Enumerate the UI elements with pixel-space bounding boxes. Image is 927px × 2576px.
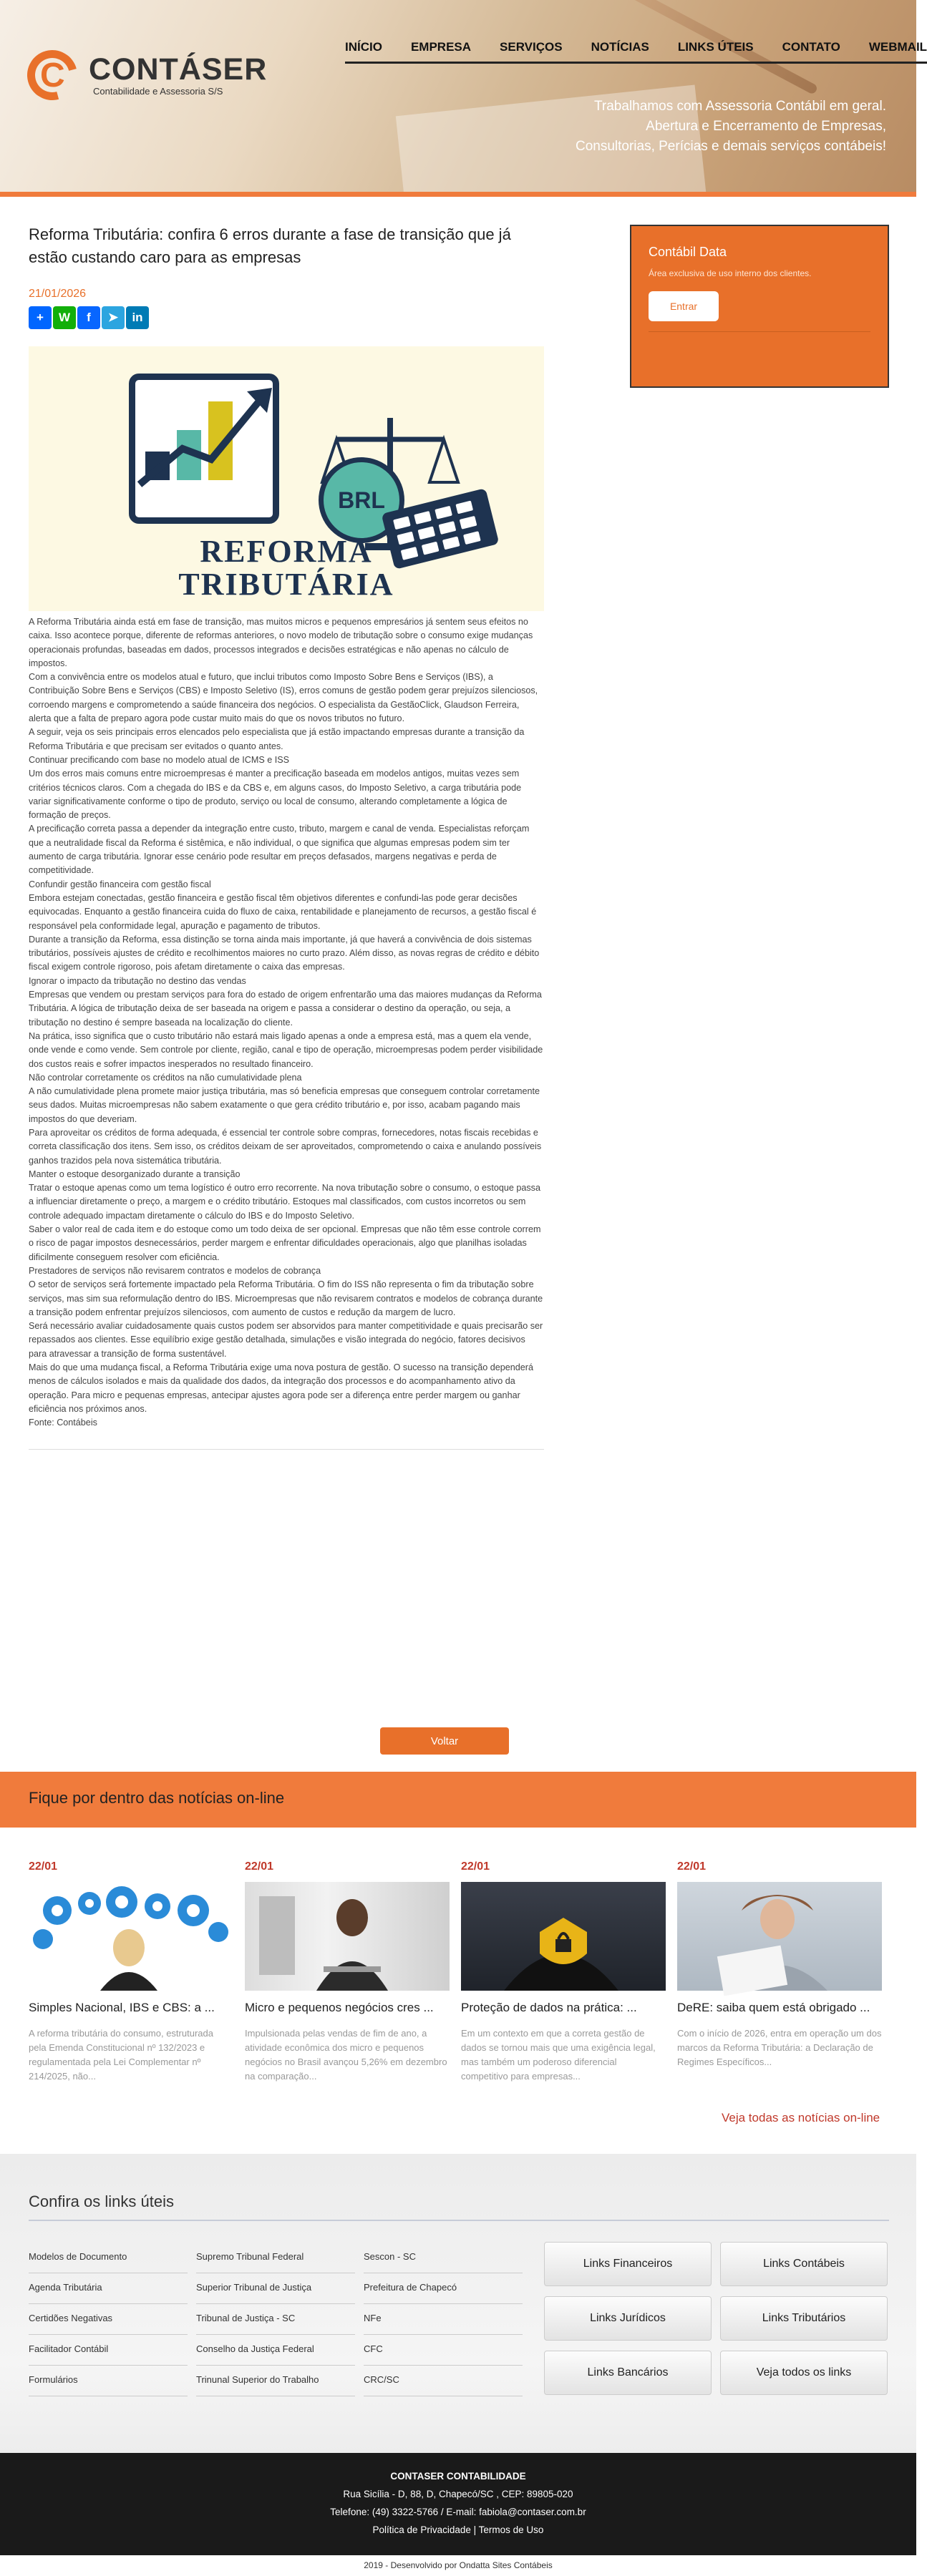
privacy-link[interactable]: Política de Privacidade [372,2524,471,2535]
article-paragraph: Empresas que vendem ou prestam serviços para fora do estado de origem enfrentarão uma das maiores mudanças da Reforma Tributária. A lógica de tributação deixa de ser baseada na origem e passa a considerar o destino da operação, ou seja, a tributação no destino é sempre baseada na localização do cliente. [29,990,542,1028]
link-item[interactable]: Modelos de Documento [29,2243,188,2273]
client-area-box [630,225,889,388]
news-excerpt: Em um contexto em que a correta gestão de dados se tornou mais que uma exigência legal, mas também um poderoso diferencial competitivo para empresas... [461,2028,656,2082]
brand-subtitle: Contabilidade e Assessoria S/S [93,85,223,97]
share-buttons [29,306,544,329]
article [29,223,544,1450]
useful-links-title: Confira os links úteis [29,2192,174,2210]
facebook-share-icon[interactable]: f [77,306,100,329]
developer-credit: 2019 - Desenvolvido por Ondatta Sites Contábeis [364,2560,553,2570]
article-paragraph: Saber o valor real de cada item e do estoque como um todo deixa de ser opcional. Empresas que não têm esse controle correm o risco de pagar impostos desnecessários, perder margem e enfrentar dificuldades operacionais, algo que planilhas isoladas dificilmente conseguem resolver com eficiência. [29,1224,541,1262]
footer-legal [0,2521,916,2539]
client-area-title: Contábil Data [649,245,727,259]
news-card[interactable] [245,1860,450,2084]
article-paragraph: A precificação correta passa a depender da integração entre custo, tributo, margem e canal de venda. Especialistas reforçam que a neutralidade fiscal da Reforma é sistêmica, e não individual, o que significa que algumas empresas podem sim ter aumento de carga tributária. Ignorar esse cenário pode resultar em preços defasados, margens negativas e perda de competitividade. [29,824,530,876]
article-title: Reforma Tributária: confira 6 erros durante a fase de transição que já estão custando caro para as empresas [29,225,511,266]
news-card[interactable] [29,1860,233,2084]
login-button[interactable]: Entrar [649,291,719,321]
linkedin-share-icon[interactable]: in [126,306,149,329]
news-image-data-protection[interactable] [461,1882,666,1991]
link-item[interactable]: Certidões Negativas [29,2304,188,2335]
article-banner-image [29,346,544,611]
nav-empresa[interactable]: EMPRESA [410,40,472,54]
article-paragraph: A seguir, veja os seis principais erros elencados pelo especialista que já estão impactando empresas durante a transição da Reforma Tributária e que precisam ser evitados o quanto antes. [29,727,525,751]
news-card[interactable] [461,1860,666,2084]
news-excerpt: Com o início de 2026, entra em operação um dos marcos da Reforma Tributária: a Declaração de Regimes Específicos... [677,2028,882,2067]
nav-inicio[interactable]: INÍCIO [345,40,382,54]
news-image-gears[interactable] [29,1882,233,1991]
whatsapp-share-icon[interactable]: W [53,306,76,329]
site-footer [0,2453,916,2555]
article-paragraph: Um dos erros mais comuns entre microempresas é manter a precificação baseada em modelos antigos, muitas vezes sem critérios técnicos claros. Com a chegada do IBS e da CBS e, em alguns casos, do Imposto Seletivo, a carga tributária pode variar significativamente conforme o tipo de produto, serviço ou local de consumo, alterando completamente a lógica de formação de preços. [29,769,522,821]
article-paragraph: Continuar precificando com base no modelo atual de ICMS e ISS [29,754,290,765]
footer-address: Rua Sicília - D, 88, D, Chapecó/SC , CEP: 89805-020 [343,2489,573,2499]
link-item[interactable]: Facilitador Contábil [29,2335,188,2366]
article-paragraph: Para aproveitar os créditos de forma adequada, é essencial ter controle sobre compras, fornecedores, notas fiscais recebidas e correta classificação dos itens. Sem isso, os créditos deixam de ser aproveitados, comprometendo o caixa e anulando possíveis ganhos trazidos pela nova sistemática tributária. [29,1127,542,1166]
chart-document-icon [129,374,279,524]
terms-link[interactable]: Termos de Uso [478,2524,544,2535]
nav-links-uteis[interactable]: LINKS ÚTEIS [677,40,754,54]
links-juridicos-button[interactable]: Links Jurídicos [544,2296,712,2341]
link-item[interactable]: CRC/SC [364,2366,523,2396]
article-date: 21/01/2026 [29,288,87,300]
nav-noticias[interactable]: NOTÍCIAS [591,40,649,54]
nav-contato[interactable]: CONTATO [782,40,840,54]
hero-tagline: Trabalhamos com Assessoria Contábil em geral. Abertura e Encerramento de Empresas, Consultorias, Perícias e demais serviços contábeis! [575,99,886,154]
article-paragraph: Ignorar o impacto da tributação no destino das vendas [29,975,246,986]
back-button[interactable]: Voltar [380,1727,509,1755]
banner-title-2: TRIBUTÁRIA [178,567,394,602]
article-body [29,615,544,1430]
news-band [0,1772,916,1828]
footer-separator: | [473,2524,477,2535]
nav-servicos[interactable]: SERVIÇOS [500,40,563,54]
footer-company: CONTASER CONTABILIDADE [390,2471,526,2482]
link-item[interactable]: Superior Tribunal de Justiça [196,2273,355,2304]
article-paragraph: Será necessário avaliar cuidadosamente quais custos podem ser absorvidos para manter competitividade e quais precisarão ser repassados aos clientes. Esse equilíbrio exige gestão detalhada, simulações e visão integrada do negócio, fatores decisivos para atravessar a transição de forma sustentável. [29,1321,543,1359]
currency-badge-icon: BRL [319,457,404,543]
links-column [364,2243,523,2396]
news-date: 22/01 [245,1860,274,1873]
link-item[interactable]: NFe [364,2304,523,2335]
news-title[interactable]: Proteção de dados na prática: ... [461,2001,637,2014]
links-column [29,2243,188,2396]
all-links-button[interactable]: Veja todos os links [720,2351,888,2395]
news-date: 22/01 [677,1860,707,1873]
news-image-document[interactable] [677,1882,882,1991]
news-excerpt: Impulsionada pelas vendas de fim de ano, a atividade econômica dos micro e pequenos negócios no Brasil avançou 5,26% em dezembro na comparação... [245,2028,447,2082]
links-contabeis-button[interactable]: Links Contábeis [720,2242,888,2286]
link-item[interactable]: Trinunal Superior do Trabalho [196,2366,355,2396]
brand-name: CONTÁSER [89,52,268,87]
telegram-share-icon[interactable]: ➤ [102,306,125,329]
share-plus-share-icon[interactable]: + [29,306,52,329]
article-paragraph: O setor de serviços será fortemente impactado pela Reforma Tributária. O fim do ISS não representa o fim da tributação sobre serviços, mas sim sua reformulação dentro do IBS. Microempresas que não revisarem contratos e modelos de cobrança durante a transição podem enfrentar prejuízos silenciosos, com aumento de custos e redução da margem de lucro. [29,1279,543,1317]
footer-contact: Telefone: (49) 3322-5766 / E-mail: fabiola@contaser.com.br [330,2507,586,2517]
article-paragraph: Na prática, isso significa que o custo tributário não estará mais ligado apenas a onde a empresa está, mas a quem ela vende, onde vende e como vende. Sem controle por cliente, região, canal e tipo de operação, microempresas podem perder visibilidade dos custos reais e sofrer impactos inesperados no resultado financeiro. [29,1030,543,1069]
main-nav [345,40,927,64]
article-paragraph: Confundir gestão financeira com gestão fiscal [29,879,211,889]
link-item[interactable]: CFC [364,2335,523,2366]
links-column [196,2243,355,2396]
news-band-title: Fique por dentro das notícias on-line [29,1789,285,1807]
link-item[interactable]: Conselho da Justiça Federal [196,2335,355,2366]
article-paragraph: Tratar o estoque apenas como um tema logístico é outro erro recorrente. Na nova tributação sobre o consumo, o estoque passa a influenciar diretamente o preço, a margem e o crédito tributário. Estoques mal classificados, com custos incorretos ou sem controle adequado impactam diretamente o cálculo do IBS e do Imposto Seletivo. [29,1183,540,1221]
article-paragraph: Com a convivência entre os modelos atual e futuro, que inclui tributos como Imposto Sobre Bens e Serviços (IBS), a Contribuição Sobre Bens e Serviços (CBS) e Imposto Seletivo (IS), erros comuns de gestão podem gerar prejuízos silenciosos, corroendo margens e comprometendo a saúde financeira dos negócios. O especialista da GestãoClick, Glaudson Ferreira, alerta que a falta de preparo agora pode custar muito mais do que os novos tributos no futuro. [29,672,538,724]
site-logo[interactable] [27,46,267,103]
article-divider [29,1449,544,1450]
link-item[interactable]: Formulários [29,2366,188,2396]
article-paragraph: Durante a transição da Reforma, essa distinção se torna ainda mais importante, já que haverá a convivência de dois sistemas tributários, possíveis ajustes de crédito e recolhimentos maiores no curto prazo. Além disso, as novas regras de crédito e débito fiscal exigem controle rigoroso, pois afetam diretamente o caixa das empresas. [29,934,540,972]
news-date: 22/01 [461,1860,490,1873]
link-item[interactable]: Sescon - SC [364,2243,523,2273]
header-accent-bar [0,192,916,197]
news-title[interactable]: DeRE: saiba quem está obrigado ... [677,2001,870,2014]
article-paragraph: A não cumulatividade plena promete maior justiça tributária, mas só beneficia empresas que conseguem controlar corretamente seus dados. Muitas microempresas não sabem exatamente o que gera crédito tributário e, por isso, acabam pagando mais impostos do que deveriam. [29,1086,540,1124]
link-item[interactable]: Prefeitura de Chapecó [364,2273,523,2304]
article-paragraph: Mais do que uma mudança fiscal, a Reforma Tributária exige uma nova postura de gestão. O sucesso na transição dependerá menos de cálculos isolados e mais da qualidade dos dados, da integração dos processos e do acompanhamento ativo da operação. Para micro e pequenas empresas, antecipar ajustes agora pode ser a diferença entre perder margem ou ganhar eficiência nos próximos anos. [29,1362,533,1414]
useful-links [0,2154,916,2453]
links-tributarios-button[interactable]: Links Tributários [720,2296,888,2341]
news-title[interactable]: Simples Nacional, IBS e CBS: a ... [29,2001,215,2014]
links-bancarios-button[interactable]: Links Bancários [544,2351,712,2395]
article-paragraph: Embora estejam conectadas, gestão financeira e gestão fiscal têm objetivos diferentes e confundi-las pode gerar decisões equivocadas. Enquanto a gestão financeira cuida do fluxo de caixa, rentabilidade e planejamento de recursos, a gestão fiscal é responsável pela conformidade legal, apuração e pagamento de tributos. [29,892,537,931]
article-paragraph: Não controlar corretamente os créditos na não cumulatividade plena [29,1072,302,1083]
news-excerpt: A reforma tributária do consumo, estruturada pela Emenda Constitucional nº 132/2023 e regulamentada pela Lei Complementar nº 214/2025, não... [29,2028,213,2082]
logo-mark-icon: C [27,46,84,103]
client-area-divider [649,331,870,332]
link-item[interactable]: Agenda Tributária [29,2273,188,2304]
article-paragraph: A Reforma Tributária ainda está em fase de transição, mas muitos micros e pequenos empresários já sentem seus efeitos no caixa. Isso acontece porque, diferente de reformas anteriores, o novo modelo de tributação sobre o consumo exige mudanças operacionais profundas, baseadas em dados, processos integrados e decisões estratégicas e não apenas no cálculo de impostos. [29,617,533,668]
useful-links-divider [29,2220,889,2221]
header-hero [0,0,927,192]
article-paragraph: Prestadores de serviços não revisarem contratos e modelos de cobrança [29,1265,321,1276]
link-item[interactable]: Supremo Tribunal Federal [196,2243,355,2273]
article-paragraph: Fonte: Contábeis [29,1418,97,1428]
banner-title-1: REFORMA [200,534,373,569]
news-title[interactable]: Micro e pequenos negócios cres ... [245,2001,434,2014]
link-item[interactable]: Tribunal de Justiça - SC [196,2304,355,2335]
nav-webmail[interactable]: WEBMAIL [868,40,927,54]
news-card[interactable] [677,1860,882,2069]
links-financeiros-button[interactable]: Links Financeiros [544,2242,712,2286]
article-paragraph: Manter o estoque desorganizado durante a transição [29,1169,241,1179]
news-image-business[interactable] [245,1882,450,1991]
all-news-link[interactable]: Veja todas as notícias on-line [722,2111,880,2124]
client-area-subtitle: Área exclusiva de uso interno dos clientes. [649,268,812,278]
news-date: 22/01 [29,1860,58,1873]
